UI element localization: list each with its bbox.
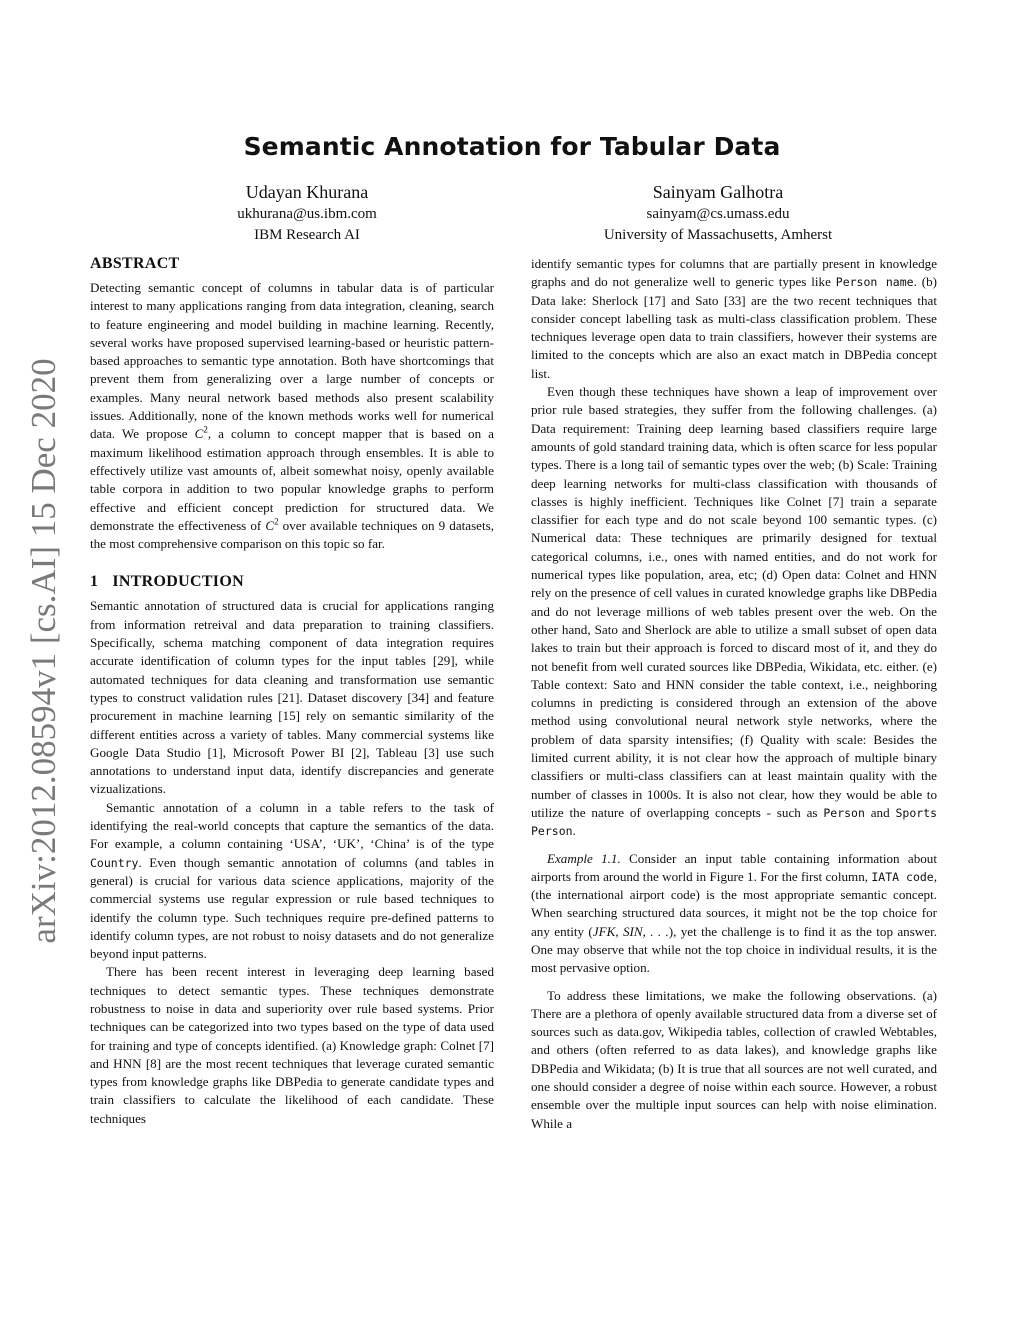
author-block-2 (538, 180, 898, 246)
intro-paragraph-3: There has been recent interest in leveraging deep learning based techniques to detect semantic types. These techniques demonstrate robustness to noise in data and superiority over rule based systems. Prior techniques can be categorized into two types based on the type of data used for training and type of concepts identified. (a) Knowledge graph: Colnet [7] and HNN [8] are the most recent techniques that leverage curated semantic types from knowledge graphs like DBPedia to generate candidate types and train classifiers to calculate the likelihood of each candidate. These techniques (90, 964, 494, 1126)
paper-title: Semantic Annotation for Tabular Data (243, 132, 781, 161)
example-1-1: Example 1.1. Consider an input table containing information about airports from around the world in Figure 1. For the first column, IATA code, (the international airport code) is the most appropriate semantic concept. When searching structured data sources, it might not be the top choice for any entity (JFK, SIN, . . .), yet the challenge is to find it as the top answer. One may observe that while not the top choice in individual results, it is the most pervasive option. (531, 850, 937, 976)
intro-heading: 1 INTRODUCTION (90, 573, 244, 591)
intro-paragraph-2: Semantic annotation of a column in a table refers to the task of identifying the real-world concepts that capture the semantics of the data. For example, a column containing ‘USA’, ‘UK’, ‘China’ is of the type Country. Even though semantic annotation of columns (and tables in general) is crucial for various data science applications, majority of the commercial systems use regular expression or rule based techniques to identify the column type. Such techniques require pre-defined patterns to identify column types, are not robust to noisy datasets and do not generalize beyond input patterns. (90, 799, 494, 962)
intro-paragraph-1: Semantic annotation of structured data is crucial for applications ranging from information retreival and data preparation to training classifiers. Specifically, schema matching component of data integration requires accurate identification of column types for the input tables [29], while automated techniques for data cleaning and transformation use semantic types to construct validation rules [21]. Dataset discovery [34] and feature procurement in machine learning [15] rely on semantic similarity of the different entities across a variety of tables. Many commercial systems like Google Data Studio [1], Microsoft Power BI [2], Tableau [3] use such annotations to understand input data, identify discrepancies and generate vizualizations. (90, 598, 494, 797)
author-email: sainyam@cs.umass.edu (646, 206, 790, 222)
right-paragraph-2: Even though these techniques have shown a leap of improvement over prior rule based strategies, they suffer from the following challenges. (a) Data requirement: Training deep learning based classifiers require large amounts of gold standard training data, which is often scarce for less popular types. There is a long tail of semantic types over the web; (b) Scale: Training deep learning networks for multi-class classification with thousands of classes is highly inefficient. Techniques like Colnet [7] train a separate classifier for each type and do not scale beyond 100 semantic types. (c) Numerical data: These techniques are primarily designed for textual categorical columns, i.e., ones with named entities, and do not work for numerical types like population, area, etc; (d) Open data: Colnet and HNN rely on the presence of cell values in curated knowledge graphs like DBPedia and do not leverage millions of web tables present over the web. On the other hand, Sato and Sherlock are able to utilize a small subset of open data lakes to train but their approach is forced to discard most of it, and they do not benefit from well curated sources like DBPedia, Wikidata, etc. either. (e) Table context: Sato and HNN consider the table context, i.e., neighboring columns in predicting is considered through an extension of the above method using convolutional neural network style networks, where the problem of data sparsity intensifies; (f) Quality with scale: Besides the limited current ability, it is not clear how the approach of multiple binary classifiers or multi-class classifiers can at least maintain quality with the number of classes in 1000s. It is also not clear, how they would be able to utilize the nature of overlapping concepts - such as Person and Sports Person. (531, 384, 938, 839)
right-paragraph-1: identify semantic types for columns that are partially present in knowledge graphs and do not generalize well to generic types like Person name. (b) Data lake: Sherlock [17] and Sato [33] are the two recent techniques that consider concept labelling task as multi-class classification problem. These techniques leverage open data to train classifiers, however their systems are limited to the concepts which are also an exact match in DBPedia concept list. (531, 256, 937, 381)
arxiv-stamp (24, 0, 64, 1325)
author-name: Sainyam Galhotra (652, 182, 784, 202)
right-column (531, 255, 937, 1133)
right-paragraph-3: To address these limitations, we make the following observations. (a) There are a plethora of openly available structured data from a diverse set of sources such as data.gov, Wikipedia tables, collection of crawled Webtables, and others (often referred to as data lakes), and knowledge graphs like DBPedia and Wikidata; (b) It is true that all sources are not well curated, and one should consider a degree of noise within each source. However, a robust ensemble over the multiple input sources can help with noise elimination. While a (531, 987, 937, 1131)
author-affiliation: IBM Research AI (254, 227, 360, 243)
author-affiliation: University of Massachusetts, Amherst (603, 227, 833, 243)
author-name: Udayan Khurana (245, 182, 369, 202)
abstract-paragraph: Detecting semantic concept of columns in tabular data is of particular interest to many applications ranging from data integration, cleaning, search to feature engineering and model building in machine learning. Recently, several works have proposed supervised learning-based or heuristic pattern-based approaches to semantic type annotation. Both have shortcomings that prevent them from generalizing over a large number of concepts or examples. Many neural network based methods also present scalability issues. Additionally, none of the known methods works well for numerical data. We propose $C^2$, a column to concept mapper that is based on a maximum likelihood estimation approach through ensembles. It is able to effectively utilize vast amounts of, albeit somewhat noisy, openly available table corpora in addition to two popular knowledge graphs to perform effective and efficient concept prediction for structured data. We demonstrate the effectiveness of $C^2$ over available techniques on 9 datasets, the most comprehensive comparison on this topic so far. (90, 280, 494, 552)
author-block-1 (127, 180, 487, 246)
arxiv-stamp-text: arXiv:2012.08594v1 [cs.AI] 15 Dec 2020 (24, 358, 63, 944)
abstract-heading: ABSTRACT (90, 255, 180, 272)
left-column (90, 255, 494, 1128)
author-email: ukhurana@us.ibm.com (237, 206, 377, 222)
